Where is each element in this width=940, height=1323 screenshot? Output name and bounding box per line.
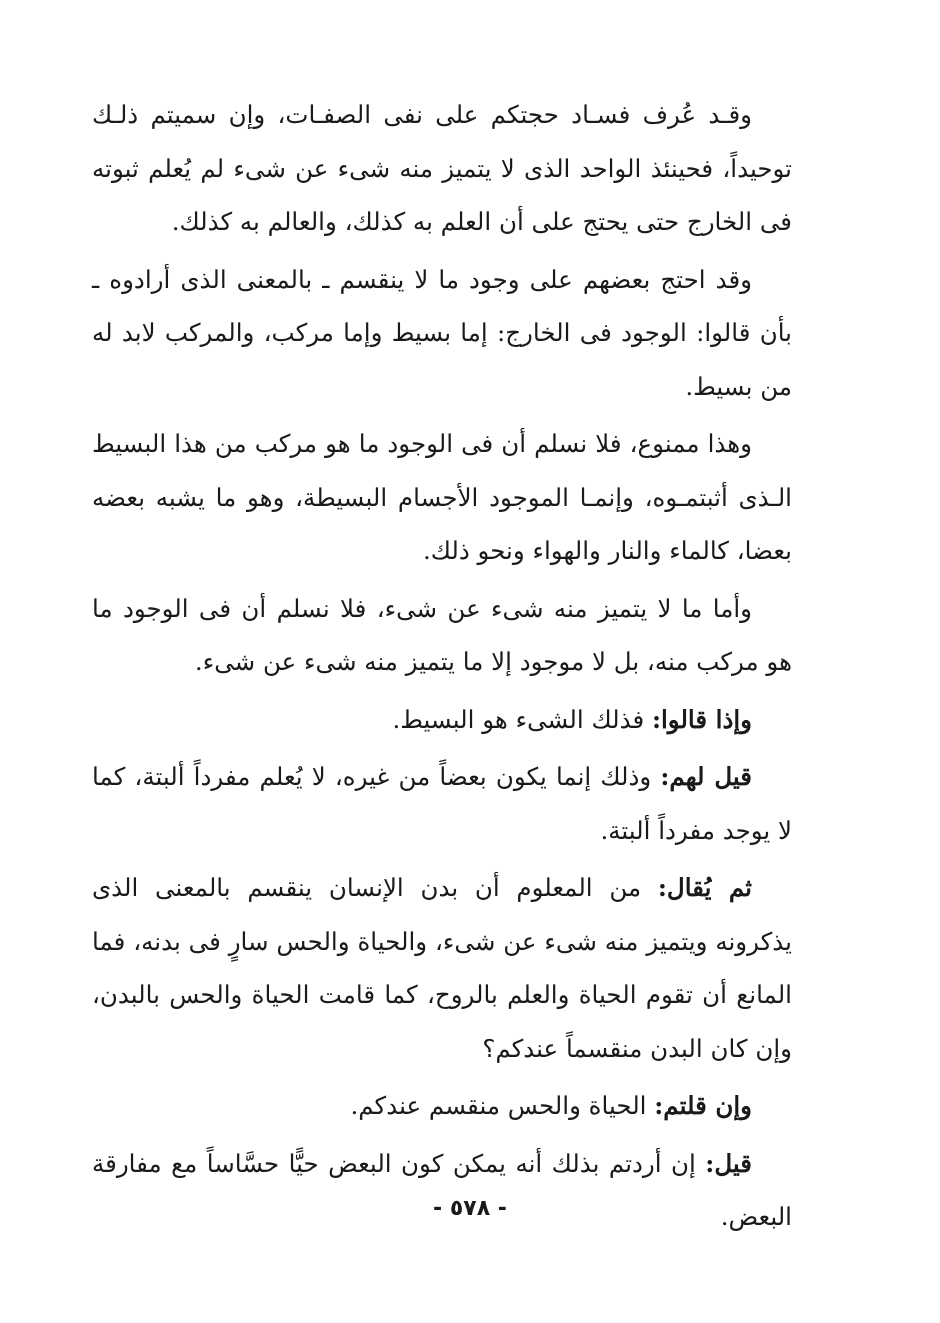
paragraph-text: الحياة والحس منقسم عندكم. [350, 1091, 647, 1120]
paragraph-lead: قيل لهم: [660, 762, 753, 791]
paragraph-lead: ثم يُقال: [657, 873, 752, 902]
main-text [92, 88, 792, 1248]
paragraph-text: وقد احتج بعضهم على وجود ما لا ينقسم ـ بالمعنى الذى أرادوه ـ بأن قالوا: الوجود فى الخارج: إما بسيط وإما مركب، والمركب لابد له من بسيط. [92, 264, 792, 401]
paragraph-text: من المعلوم أن بدن الإنسان ينقسم بالمعنى الذى يذكرونه ويتميز منه شىء عن شىء، والحياة والحس سارٍ فى بدنه، فما المانع أن تقوم الحياة والعلم بالروح، كما قامت الحياة والحس بالبدن، وإن كان البدن منقسماً عندكم؟ [92, 873, 792, 1063]
page-number: - ٥٧٨ - [433, 1196, 507, 1221]
paragraph-text: فذلك الشىء هو البسيط. [392, 704, 645, 734]
paragraph-text: وأما ما لا يتميز منه شىء عن شىء، فلا نسلم أن فى الوجود ما هو مركب منه، بل لا موجود إلا ما يتميز منه شىء عن شىء. [92, 593, 792, 676]
paragraph-5 [92, 693, 792, 747]
paragraph-text: وقـد عُرف فسـاد حجتكم على نفى الصفـات، وإن سميتم ذلـك توحيداً، فحينئذ الواحد الذى لا يتميز منه شىء عن شىء لم يُعلم ثبوته فى الخارج حتى يحتج على أن العلم به كذلك، والعالم به كذلك. [92, 100, 792, 236]
paragraph-8 [92, 1079, 792, 1133]
paragraph-lead: قيل: [705, 1148, 752, 1178]
paragraph-1 [92, 88, 792, 249]
paragraph-lead: وإن قلتم: [654, 1091, 752, 1120]
paragraph-4 [92, 582, 792, 689]
paragraph-text: وهذا ممنوع، فلا نسلم أن فى الوجود ما هو مركب من هذا البسيط الـذى أثبتمـوه، وإنمـا الموجود الأجسام البسيطة، وهو ما يشبه بعضه بعضا، كالماء والنار والهواء ونحو ذلك. [92, 429, 792, 565]
paragraph-text: إن أردتم بذلك أنه يمكن كون البعض حيًّا حسَّاساً مع مفارقة البعض. [92, 1148, 792, 1231]
paragraph-lead: وإذا قالوا: [651, 704, 752, 734]
paragraph-2 [92, 253, 792, 414]
paragraph-7 [92, 861, 792, 1075]
paragraph-9 [92, 1137, 792, 1244]
paragraph-3 [92, 417, 792, 578]
paragraph-6 [92, 750, 792, 857]
paragraph-text: وذلك إنما يكون بعضاً من غيره، لا يُعلم مفرداً ألبتة، كما لا يوجد مفرداً ألبتة. [92, 762, 792, 845]
